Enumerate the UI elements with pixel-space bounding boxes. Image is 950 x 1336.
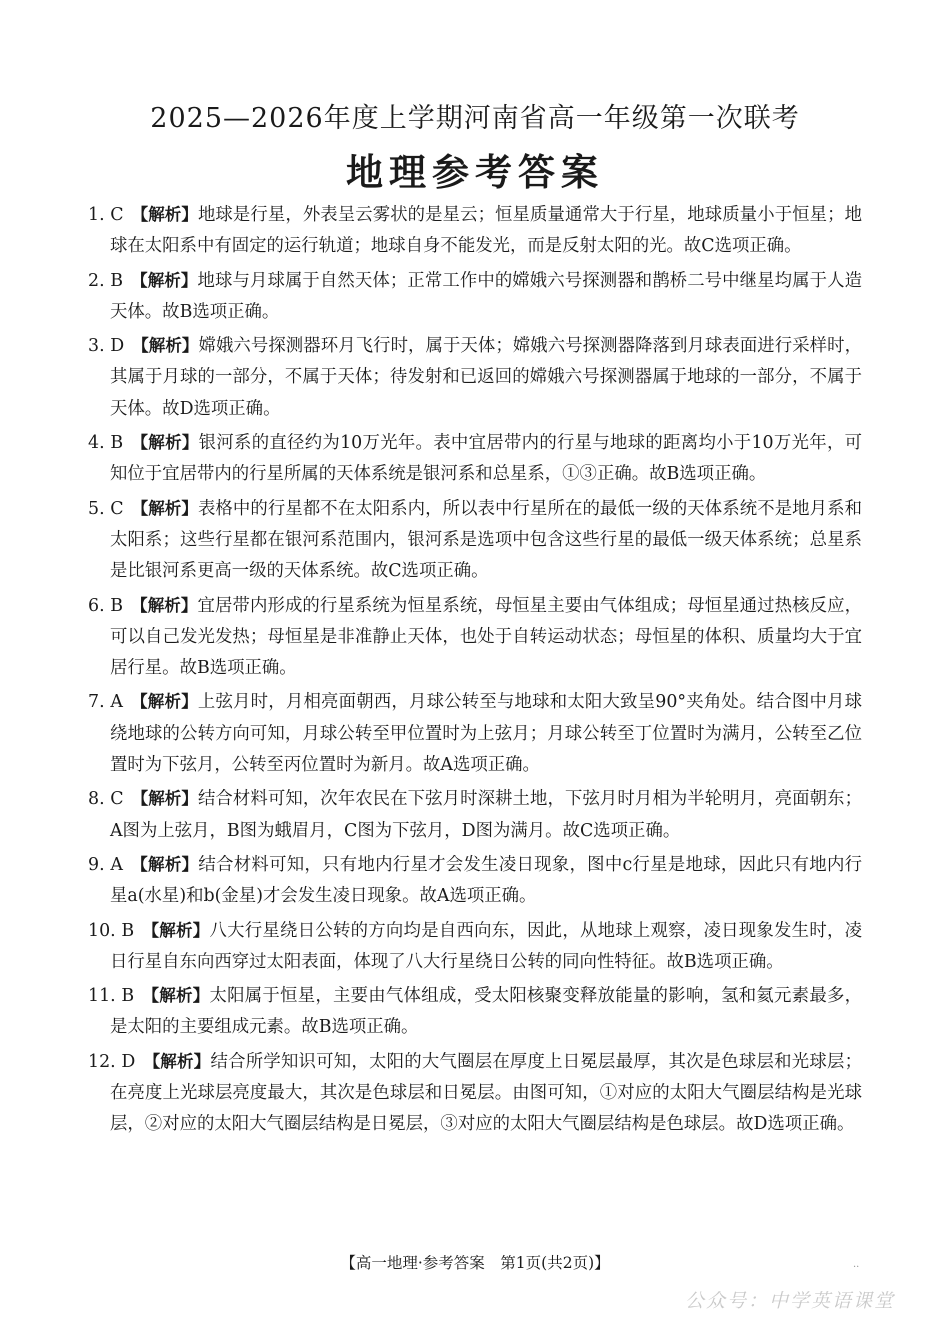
answer-item-2 — [88, 265, 862, 329]
answer-text: 地球与月球属于自然天体；正常工作中的嫦娥六号探测器和鹊桥二号中继星均属于人造天体。故B选项正确。 — [110, 270, 862, 322]
answer-item-7 — [88, 686, 862, 781]
answer-text: 地球是行星，外表呈云雾状的是星云；恒星质量通常大于行星，地球质量小于恒星；地球在太阳系中有固定的运行轨道；地球自身不能发光，而是反射太阳的光。故C选项正确。 — [110, 205, 862, 257]
page-subtitle: 地理参考答案 — [346, 151, 604, 194]
analysis-tag: 【解析】 — [131, 205, 198, 224]
answer-number: 11. B — [88, 986, 135, 1007]
analysis-tag: 【解析】 — [131, 433, 199, 453]
answer-number: 10. B — [88, 920, 135, 941]
answer-text: 八大行星绕日公转的方向均是自西向东，因此，从地球上观察，凌日现象发生时，凌日行星自东向西穿过太阳表面，体现了八大行星绕日公转的同向性特征。故B选项正确。 — [110, 920, 862, 972]
analysis-tag: 【解析】 — [131, 498, 198, 518]
answer-item-4 — [88, 427, 862, 491]
answer-item-1 — [88, 199, 862, 263]
answer-item-5 — [88, 493, 862, 588]
answer-number: 8. C — [88, 789, 124, 810]
analysis-tag: 【解析】 — [130, 692, 198, 712]
answer-text: 上弦月时，月相亮面朝西，月球公转至与地球和太阳大致呈90°夹角处。结合图中月球绕地球的公转方向可知，月球公转至甲位置时为上弦月；月球公转至丁位置时为满月，公转至乙位置时为下弦月，公转至丙位置时为新月。故A选项正确。 — [110, 692, 863, 776]
answer-item-6 — [88, 590, 862, 685]
watermark: 公众号：中学英语课堂 — [684, 1290, 895, 1312]
answer-number: 7. A — [88, 692, 123, 713]
answer-number: 9. A — [88, 854, 123, 875]
answer-number: 5. C — [88, 498, 124, 519]
answer-text: 结合材料可知，只有地内行星才会发生凌日现象，图中c行星是地球，因此只有地内行星a(水星)和b(金星)才会发生凌日现象。故A选项正确。 — [110, 854, 863, 907]
answer-item-11 — [88, 980, 862, 1044]
page-footer: 【高一地理·参考答案 第1页(共2页)】 — [340, 1254, 610, 1272]
answer-text: 结合所学知识可知，太阳的大气圈层在厚度上日冕层最厚，其次是色球层和光球层；在亮度上光球层亮度最大，其次是色球层和日冕层。由图可知，①对应的太阳大气圈层结构是光球层，②对应的太阳大气圈层结构是日冕层，③对应的太阳大气圈层结构是色球层。故D选项正确。 — [110, 1051, 862, 1135]
scan-mark: ·· — [853, 1262, 860, 1273]
answer-number: 12. D — [88, 1051, 136, 1072]
answer-text: 表格中的行星都不在太阳系内，所以表中行星所在的最低一级的天体系统不是地月系和太阳系；这些行星都在银河系范围内，银河系是选项中包含这些行星的最低一级天体系统；总星系是比银河系更高一级的天体系统。故C选项正确。 — [110, 498, 862, 582]
analysis-tag: 【解析】 — [131, 789, 198, 809]
answer-item-3 — [88, 330, 862, 425]
answer-number: 2. B — [88, 270, 123, 291]
analysis-tag: 【解析】 — [142, 920, 210, 940]
page-title: 2025—2026年度上学期河南省高一年级第一次联考 — [150, 103, 800, 134]
answer-text: 嫦娥六号探测器环月飞行时，属于天体；嫦娥六号探测器降落到月球表面进行采样时，其属于月球的一部分，不属于天体；待发射和已返回的嫦娥六号探测器属于地球的一部分，不属于天体。故D选项正确。 — [110, 336, 862, 419]
answer-item-12 — [88, 1046, 862, 1141]
analysis-tag: 【解析】 — [131, 595, 198, 615]
answer-text: 银河系的直径约为10万光年。表中宜居带内的行星与地球的距离均小于10万光年，可知位于宜居带内的行星所属的天体系统是银河系和总星系，①③正确。故B选项正确。 — [110, 433, 863, 485]
answer-text: 太阳属于恒星，主要由气体组成，受太阳核聚变释放能量的影响，氢和氦元素最多，是太阳的主要组成元素。故B选项正确。 — [110, 986, 862, 1038]
answer-number: 1. C — [88, 205, 124, 225]
analysis-tag: 【解析】 — [142, 986, 210, 1006]
analysis-tag: 【解析】 — [143, 1051, 211, 1071]
answer-item-9 — [88, 849, 862, 913]
answer-list — [88, 199, 862, 1143]
analysis-tag: 【解析】 — [130, 854, 199, 874]
answer-item-8 — [88, 783, 862, 847]
answer-text: 结合材料可知，次年农民在下弦月时深耕土地，下弦月时月相为半轮明月，亮面朝东；A图为上弦月，B图为蛾眉月，C图为下弦月，D图为满月。故C选项正确。 — [110, 789, 862, 841]
answer-text: 宜居带内形成的行星系统为恒星系统，母恒星主要由气体组成；母恒星通过热核反应，可以自己发光发热；母恒星是非准静止天体，也处于自转运动状态；母恒星的体积、质量均大于宜居行星。故B选项正确。 — [110, 595, 862, 679]
analysis-tag: 【解析】 — [131, 270, 198, 290]
answer-number: 3. D — [88, 336, 125, 357]
answer-item-10 — [88, 915, 862, 979]
analysis-tag: 【解析】 — [132, 336, 199, 356]
answer-number: 6. B — [88, 595, 123, 616]
answer-number: 4. B — [88, 433, 124, 454]
